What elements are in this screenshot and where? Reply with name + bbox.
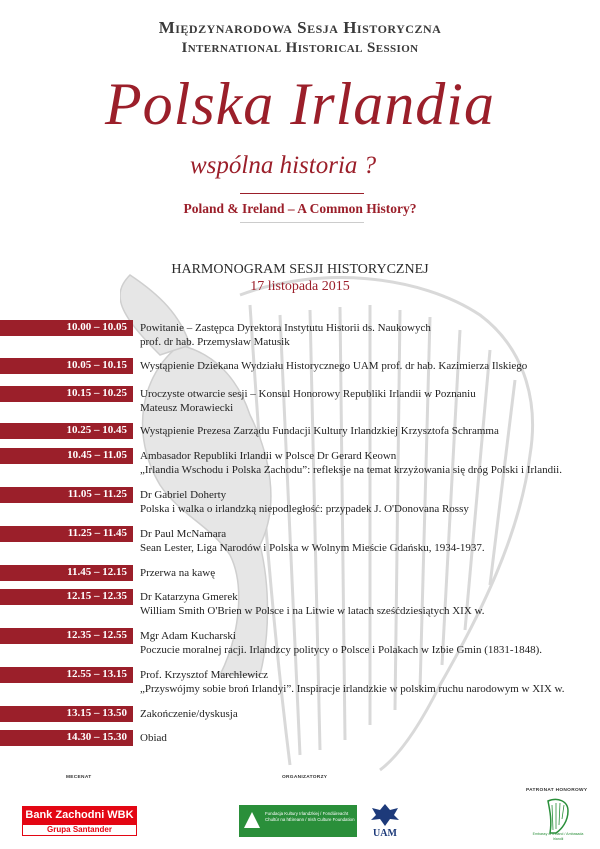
- time-bar: [0, 565, 133, 581]
- uam-logo: [370, 802, 400, 840]
- fki-name: Fundacja Kultury Irlandzkiej / Fondúireacht Chultúr na hÉireann / Irish Culture Foundation: [265, 811, 355, 822]
- item-line: Zakończenie/dyskusja: [140, 708, 238, 720]
- time-label: 11.25 – 11.45: [67, 527, 127, 539]
- time-label: 14.30 – 15.30: [66, 731, 127, 743]
- main-title: Polska Irlandia: [105, 71, 495, 137]
- item-description: [140, 359, 595, 373]
- triangle-icon: [244, 812, 260, 828]
- session-title-polish: Międzynarodowa Sesja Historyczna: [158, 18, 442, 37]
- subtitle: wspólna historia ?: [190, 152, 377, 179]
- item-description: [140, 424, 595, 438]
- time-bar: [0, 386, 133, 402]
- time-bar: [0, 667, 133, 683]
- item-line: Uroczyste otwarcie sesji – Konsul Honorowy Republiki Irlandii w Poznaniu: [140, 388, 476, 400]
- time-label: 11.45 – 12.15: [67, 566, 127, 578]
- time-bar: [0, 423, 133, 439]
- time-bar: [0, 487, 133, 503]
- item-line: Obiad: [140, 732, 167, 744]
- item-line: Dr Katarzyna Gmerek: [140, 591, 238, 603]
- item-description: [140, 590, 595, 618]
- item-description: [140, 629, 595, 657]
- schedule-heading: HARMONOGRAM SESJI HISTORYCZNEJ: [171, 262, 429, 277]
- item-line: Przerwa na kawę: [140, 567, 216, 579]
- time-label: 10.25 – 10.45: [66, 424, 127, 436]
- item-line: Ambasador Republiki Irlandii w Polsce Dr Gerard Keown: [140, 450, 397, 462]
- item-line: Dr Gabriel Doherty: [140, 489, 227, 501]
- embassy-name: Embassy of Ireland / Ambasada Irlandii: [532, 832, 584, 841]
- schedule-date: 17 listopada 2015: [250, 279, 350, 294]
- patronage-label: PATRONAT HONOROWY: [526, 788, 588, 793]
- item-line: prof. dr hab. Przemysław Matusik: [140, 336, 290, 348]
- uam-name: UAM: [373, 828, 397, 839]
- organizers-label: ORGANIZATORZY: [282, 775, 328, 780]
- item-description: [140, 321, 595, 349]
- item-line: „Przyswójmy sobie broń Irlandyi”. Inspiracje irlandzkie w polskim ruchu narodowym w XIX w.: [140, 683, 565, 695]
- item-description: [140, 668, 595, 696]
- time-label: 12.15 – 12.35: [66, 590, 127, 602]
- item-line: „Irlandia Wschodu i Polska Zachodu”: refleksje na temat krzyżowania się dróg Polski i Irlandii.: [140, 464, 562, 476]
- time-label: 10.05 – 10.15: [66, 359, 127, 371]
- item-line: Mgr Adam Kucharski: [140, 630, 236, 642]
- time-label: 12.55 – 13.15: [66, 668, 127, 680]
- time-label: 10.15 – 10.25: [66, 387, 127, 399]
- harp-crest-icon: [540, 797, 574, 835]
- item-line: Poczucie moralnej racji. Irlandzcy politycy o Polsce i Polakach w Izbie Gmin (1831-1848).: [140, 644, 542, 656]
- time-bar: [0, 320, 133, 336]
- item-line: Dr Paul McNamara: [140, 528, 227, 540]
- time-bar: [0, 628, 133, 644]
- item-description: [140, 707, 595, 721]
- item-description: [140, 387, 595, 415]
- item-line: Wystąpienie Dziekana Wydziału Historycznego UAM prof. dr hab. Kazimierza Ilskiego: [140, 360, 528, 372]
- time-bar: [0, 526, 133, 542]
- fki-logo: [239, 805, 357, 837]
- session-title-english: International Historical Session: [181, 40, 419, 56]
- bank-logo: [22, 806, 137, 836]
- item-line: Prof. Krzysztof Marchlewicz: [140, 669, 268, 681]
- item-line: Wystąpienie Prezesa Zarządu Fundacji Kultury Irlandzkiej Krzysztofa Schramma: [140, 425, 499, 437]
- mecenat-label: MECENAT: [66, 775, 92, 780]
- time-label: 13.15 – 13.50: [66, 707, 127, 719]
- eagle-crest-icon: [370, 802, 400, 828]
- english-title: Poland & Ireland – A Common History?: [183, 201, 417, 216]
- item-line: Polska i walka o irlandzką niepodległość: przypadek J. O'Donovana Rossy: [140, 503, 469, 515]
- time-bar: [0, 448, 133, 464]
- time-label: 10.45 – 11.05: [67, 449, 127, 461]
- item-line: Mateusz Morawiecki: [140, 402, 234, 414]
- time-bar: [0, 589, 133, 605]
- item-line: Powitanie – Zastępca Dyrektora Instytutu Historii ds. Naukowych: [140, 322, 431, 334]
- time-label: 10.00 – 10.05: [66, 321, 127, 333]
- item-line: William Smith O'Brien w Polsce i na Litwie w latach sześćdziesiątych XIX w.: [140, 605, 485, 617]
- time-bar: [0, 730, 133, 746]
- item-description: [140, 566, 595, 580]
- item-line: Sean Lester, Liga Narodów i Polska w Wolnym Mieście Gdańsku, 1934-1937.: [140, 542, 485, 554]
- item-description: [140, 527, 595, 555]
- time-label: 11.05 – 11.25: [67, 488, 127, 500]
- item-description: [140, 449, 595, 477]
- time-bar: [0, 706, 133, 722]
- item-description: [140, 731, 595, 745]
- time-bar: [0, 358, 133, 374]
- time-label: 12.35 – 12.55: [66, 629, 127, 641]
- item-description: [140, 488, 595, 516]
- bank-group: Grupa Santander: [22, 824, 137, 836]
- bank-name: Bank Zachodni WBK: [22, 806, 137, 824]
